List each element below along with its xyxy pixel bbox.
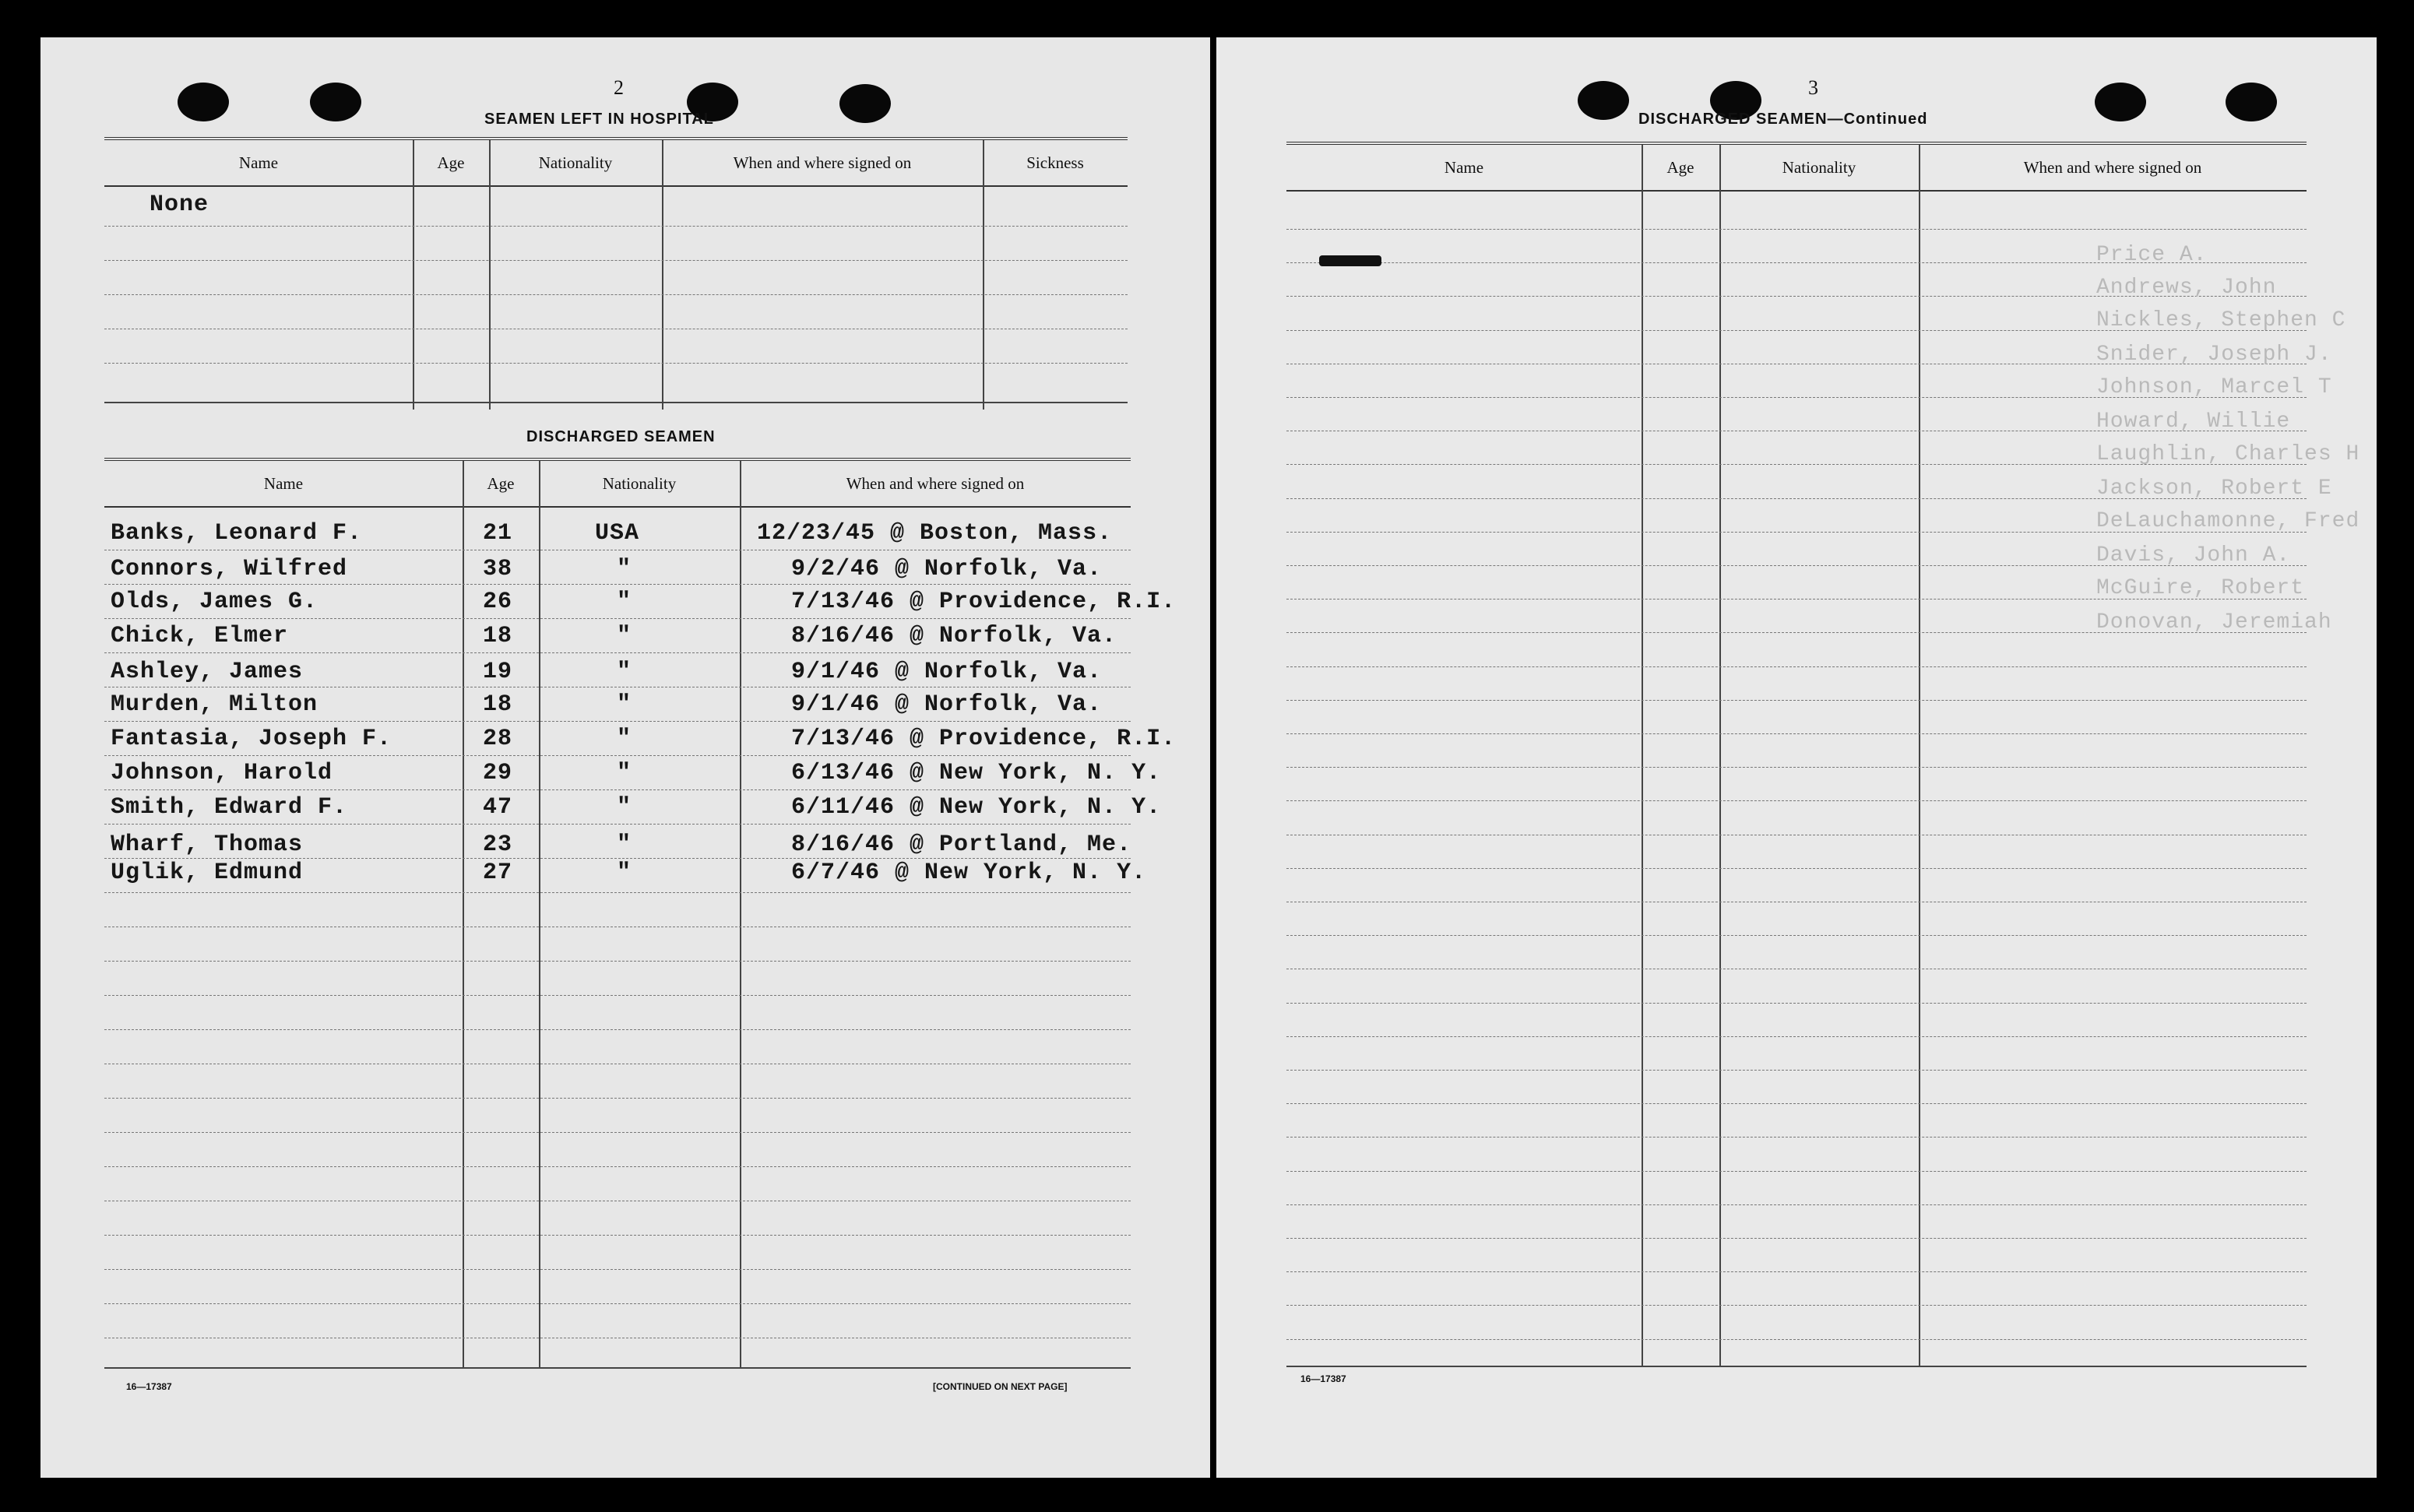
ruled-line <box>104 1303 1131 1304</box>
redaction-mark <box>1319 255 1381 266</box>
seaman-name: Uglik, Edmund <box>111 860 304 886</box>
seaman-age: 28 <box>483 726 513 752</box>
seaman-signed-on: 9/1/46 @ Norfolk, Va. <box>791 659 1103 685</box>
hospital-section-title: SEAMEN LEFT IN HOSPITAL <box>484 111 714 128</box>
ruled-line <box>1286 1339 2307 1340</box>
seaman-nationality: " <box>617 691 632 718</box>
seaman-signed-on: 7/13/46 @ Providence, R.I. <box>791 589 1177 615</box>
ruled-line <box>104 652 1131 653</box>
faint-line: Howard, Willie <box>2096 410 2291 434</box>
seaman-signed-on: 7/13/46 @ Providence, R.I. <box>791 726 1177 752</box>
column-divider <box>983 140 984 410</box>
column-header-nationality: Nationality <box>538 153 613 172</box>
discharged-table <box>104 458 1177 1409</box>
column-header-age: Age <box>1666 157 1694 177</box>
table-row <box>104 620 1131 651</box>
table-row <box>104 553 1131 584</box>
table-bottom-rule <box>104 402 1128 403</box>
form-number: 16—17387 <box>1300 1373 1346 1384</box>
punch-hole-icon <box>839 84 891 123</box>
seaman-nationality: " <box>617 794 632 821</box>
hospital-table-header <box>104 140 1128 187</box>
seaman-signed-on: 8/16/46 @ Norfolk, Va. <box>791 623 1117 649</box>
ruled-line <box>104 584 1131 585</box>
seaman-age: 21 <box>483 520 513 547</box>
discharged-table-header <box>104 461 1131 508</box>
table-row <box>104 656 1131 687</box>
seaman-name: Murden, Milton <box>111 691 318 718</box>
table-row <box>104 828 1131 860</box>
discharged-continued-header <box>1286 145 2307 192</box>
seaman-age: 23 <box>483 832 513 858</box>
seaman-signed-on: 6/7/46 @ New York, N. Y. <box>791 860 1147 886</box>
left-page <box>40 37 1210 1478</box>
seaman-age: 26 <box>483 589 513 615</box>
ruled-line <box>104 1132 1131 1133</box>
ruled-line <box>1286 1070 2307 1071</box>
ruled-line <box>104 294 1128 295</box>
ruled-line <box>1286 1003 2307 1004</box>
hospital-entry: None <box>150 192 209 218</box>
column-divider <box>413 140 414 410</box>
ruled-line <box>1286 1137 2307 1138</box>
seaman-name: Olds, James G. <box>111 589 318 615</box>
ruled-line <box>1286 666 2307 667</box>
seaman-name: Ashley, James <box>111 659 304 685</box>
ruled-line <box>104 1166 1131 1167</box>
ruled-line <box>1286 935 2307 936</box>
ruled-line <box>104 1235 1131 1236</box>
seaman-name: Johnson, Harold <box>111 760 333 786</box>
column-header-name: Name <box>263 473 304 493</box>
table-row <box>104 757 1162 788</box>
seaman-nationality: " <box>617 623 632 649</box>
hospital-table <box>104 137 1128 410</box>
faint-line: Snider, Joseph J. <box>2096 343 2332 367</box>
column-header-name: Name <box>1444 157 1484 177</box>
ruled-line <box>1286 1171 2307 1172</box>
ruled-line <box>1286 1103 2307 1104</box>
column-header-signed-on: When and where signed on <box>846 473 1025 493</box>
column-header-signed-on: When and where signed on <box>733 153 912 172</box>
table-row <box>104 517 1131 548</box>
ruled-line <box>1286 1204 2307 1205</box>
ruled-line <box>1286 1238 2307 1239</box>
seaman-nationality: " <box>617 556 632 582</box>
faint-line: Donovan, Jeremiah <box>2096 610 2332 635</box>
seaman-nationality: " <box>617 726 632 752</box>
ruled-line <box>1286 1305 2307 1306</box>
column-header-nationality: Nationality <box>602 473 677 493</box>
ruled-line <box>1286 733 2307 734</box>
column-header-nationality: Nationality <box>1782 157 1856 177</box>
ruled-line <box>104 1269 1131 1270</box>
faint-line: Laughlin, Charles H <box>2096 442 2360 466</box>
punch-hole-icon <box>178 83 229 121</box>
seaman-age: 18 <box>483 623 513 649</box>
punch-hole-icon <box>2226 83 2277 121</box>
ruled-line <box>104 995 1131 996</box>
ruled-line <box>1286 229 2307 230</box>
page-number: 3 <box>1808 76 1818 99</box>
faint-line: Nickles, Stephen C <box>2096 308 2346 332</box>
page-title: DISCHARGED SEAMEN—Continued <box>1638 111 1928 128</box>
column-header-signed-on: When and where signed on <box>2023 157 2202 177</box>
column-divider <box>1719 145 1721 1367</box>
punch-hole-icon <box>2095 83 2146 121</box>
faint-line: McGuire, Robert <box>2096 576 2305 600</box>
column-divider <box>1642 145 1643 1367</box>
seaman-name: Wharf, Thomas <box>111 832 304 858</box>
ruled-line <box>104 260 1128 261</box>
ruled-line <box>104 618 1131 619</box>
seaman-name: Banks, Leonard F. <box>111 520 363 547</box>
table-row <box>104 791 1162 822</box>
seaman-age: 19 <box>483 659 513 685</box>
table-bottom-rule <box>1286 1366 2307 1367</box>
seaman-signed-on: 9/1/46 @ Norfolk, Va. <box>791 691 1103 718</box>
column-header-sickness: Sickness <box>1026 153 1084 172</box>
ruled-line <box>104 1098 1131 1099</box>
seaman-name: Fantasia, Joseph F. <box>111 726 392 752</box>
seaman-age: 29 <box>483 760 513 786</box>
column-divider <box>1919 145 1920 1367</box>
table-row <box>104 856 1147 888</box>
column-divider <box>662 140 663 410</box>
ruled-line <box>104 721 1131 722</box>
ruled-line <box>104 226 1128 227</box>
seaman-name: Chick, Elmer <box>111 623 289 649</box>
ruled-line <box>104 1029 1131 1030</box>
column-header-age: Age <box>437 153 465 172</box>
ruled-line <box>1286 800 2307 801</box>
faint-line: Johnson, Marcel T <box>2096 375 2332 399</box>
page-number: 2 <box>614 76 624 99</box>
form-number: 16—17387 <box>126 1381 172 1392</box>
ruled-line <box>104 961 1131 962</box>
seaman-age: 38 <box>483 556 513 582</box>
seaman-signed-on: 12/23/45 @ Boston, Mass. <box>757 520 1113 547</box>
seaman-signed-on: 6/11/46 @ New York, N. Y. <box>791 794 1162 821</box>
faint-line: Price A. <box>2096 243 2208 267</box>
seaman-nationality: " <box>617 659 632 685</box>
faint-line: DeLauchamonne, Fred <box>2096 509 2360 533</box>
right-page <box>1216 37 2377 1478</box>
seaman-nationality: " <box>617 860 632 886</box>
seaman-nationality: " <box>617 589 632 615</box>
faint-line: Jackson, Robert E <box>2096 476 2332 501</box>
table-row <box>104 688 1131 719</box>
table-bottom-rule <box>104 1367 1131 1369</box>
column-divider <box>489 140 491 410</box>
table-row <box>104 585 1177 617</box>
column-header-name: Name <box>238 153 279 172</box>
ruled-line <box>1286 1036 2307 1037</box>
table-row <box>104 723 1177 754</box>
seaman-signed-on: 6/13/46 @ New York, N. Y. <box>791 760 1162 786</box>
ruled-line <box>104 755 1131 756</box>
ruled-line <box>1286 868 2307 869</box>
discharged-section-title: DISCHARGED SEAMEN <box>526 428 716 445</box>
seaman-name: Smith, Edward F. <box>111 794 348 821</box>
column-header-age: Age <box>487 473 515 493</box>
ruled-line <box>1286 700 2307 701</box>
seaman-signed-on: 8/16/46 @ Portland, Me. <box>791 832 1132 858</box>
seaman-age: 27 <box>483 860 513 886</box>
discharged-continued-table <box>1286 142 2360 1411</box>
seaman-nationality: " <box>617 832 632 858</box>
ruled-line <box>104 789 1131 790</box>
seaman-signed-on: 9/2/46 @ Norfolk, Va. <box>791 556 1103 582</box>
seaman-age: 47 <box>483 794 513 821</box>
ruled-line <box>1286 1271 2307 1272</box>
seaman-nationality: USA <box>595 520 640 547</box>
ruled-line <box>104 892 1131 893</box>
ruled-line <box>104 824 1131 825</box>
seaman-nationality: " <box>617 760 632 786</box>
ruled-line <box>1286 767 2307 768</box>
seaman-age: 18 <box>483 691 513 718</box>
continued-note: [CONTINUED ON NEXT PAGE] <box>933 1381 1068 1392</box>
seaman-name: Connors, Wilfred <box>111 556 348 582</box>
faint-line: Davis, John A. <box>2096 543 2291 568</box>
ruled-line <box>104 363 1128 364</box>
punch-hole-icon <box>1578 81 1629 120</box>
faint-line: Andrews, John <box>2096 276 2277 300</box>
punch-hole-icon <box>310 83 361 121</box>
